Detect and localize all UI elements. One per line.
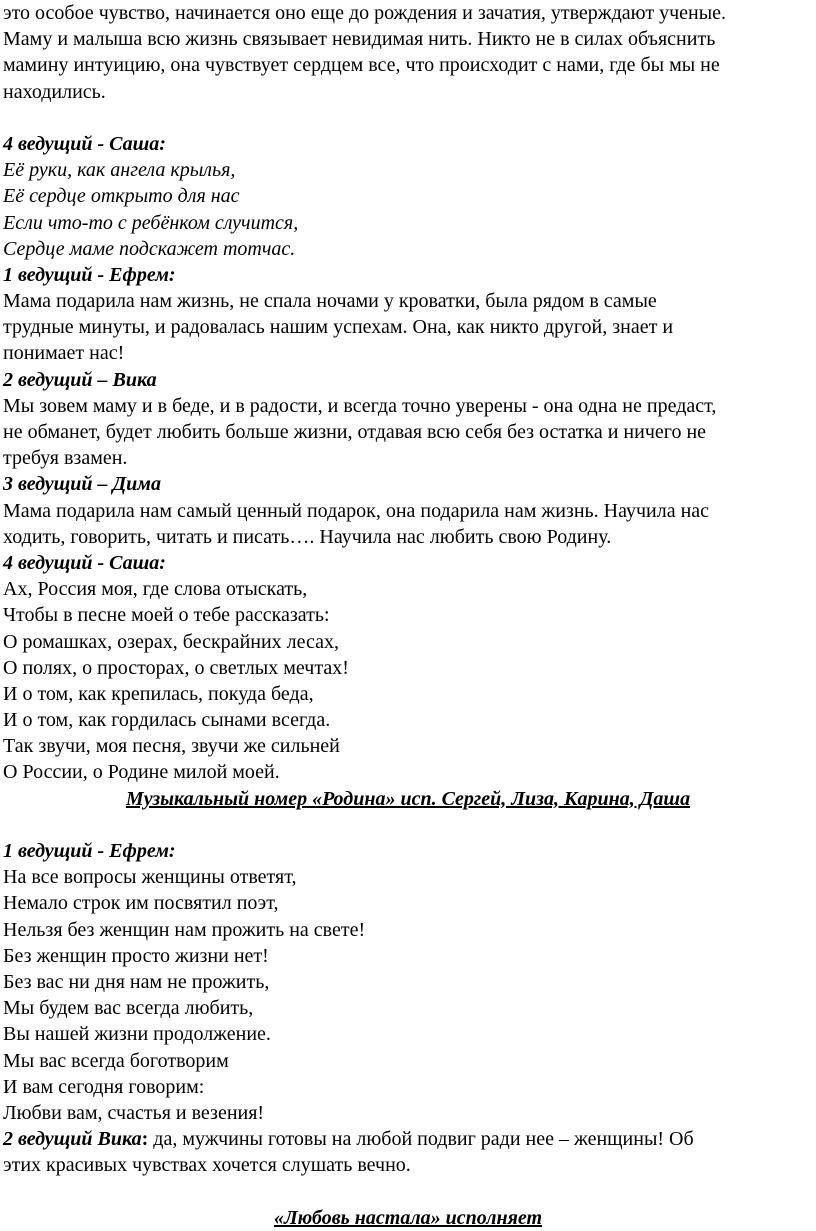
speaker-colon: : <box>141 1128 149 1151</box>
verse-line: И вам сегодня говорим: <box>3 1075 205 1098</box>
verse-line: Мы будем вас всегда любить, <box>3 997 254 1020</box>
text-line: требуя взамен. <box>3 447 128 470</box>
text-line: это особое чувство, начинается оно еще до рождения и зачатия, утверждают ученые. <box>3 2 727 24</box>
block-sasha-2 <box>3 550 813 786</box>
spacer <box>3 812 813 838</box>
verse-line: Любви вам, счастья и везения! <box>3 1101 265 1124</box>
text-line: Мы зовем маму и в беде, и в радости, и всегда точно уверены - она одна не предаст, <box>3 394 717 417</box>
block-sasha-1 <box>3 131 813 262</box>
verse-line: И о том, как крепилась, покуда беда, <box>3 682 314 705</box>
speaker-label: 3 ведущий – Дима <box>3 473 161 496</box>
text-line: ходить, говорить, читать и писать…. Научила нас любить свою Родину. <box>3 525 612 548</box>
text-line: понимает нас! <box>3 342 125 365</box>
document-page <box>3 0 813 1231</box>
spacer <box>3 105 813 131</box>
speaker-label: 4 ведущий - Саша: <box>3 132 166 155</box>
verse-line: Немало строк им посвятил поэт, <box>3 892 279 915</box>
verse-line: Её сердце открыто для нас <box>3 185 240 208</box>
verse-line: Так звучи, моя песня, звучи же сильней <box>3 735 340 758</box>
verse-line: Её руки, как ангела крылья, <box>3 159 236 182</box>
verse-line: Нельзя без женщин нам прожить на свете! <box>3 918 366 941</box>
verse-line: О ромашках, озерах, бескрайних лесах, <box>3 630 340 653</box>
speaker-label: 2 ведущий Вика <box>3 1128 142 1151</box>
verse-line: Без вас ни дня нам не прожить, <box>3 970 270 993</box>
block-vika-2 <box>3 1126 813 1178</box>
verse-line: Чтобы в песне моей о тебе рассказать: <box>3 604 330 627</box>
text-line: находились. <box>3 80 106 103</box>
block-efrem-1 <box>3 262 813 367</box>
verse-line: О полях, о просторах, о светлых мечтах! <box>3 656 349 679</box>
spacer <box>3 1178 813 1204</box>
inline-text: да, мужчины готовы на любой подвиг ради нее – женщины! Об <box>148 1128 694 1151</box>
verse-line: Без женщин просто жизни нет! <box>3 944 269 967</box>
text-line: Мама подарила нам самый ценный подарок, она подарила нам жизнь. Научила нас <box>3 499 710 522</box>
text-line: не обманет, будет любить больше жизни, отдавая всю себя без остатка и ничего не <box>3 421 707 443</box>
text-line: этих красивых чувствах хочется слушать вечно. <box>3 1154 411 1177</box>
music-number-title: «Любовь настала» исполняет <box>273 1206 543 1229</box>
text-line: Маму и малыша всю жизнь связывает невидимая нить. Никто не в силах объяснить <box>3 28 716 51</box>
verse-line: Мы вас всегда боготворим <box>3 1049 229 1072</box>
speaker-label: 2 ведущий – Вика <box>3 368 157 391</box>
text-line: Мама подарила нам жизнь, не спала ночами у кроватки, была рядом в самые <box>3 290 657 313</box>
text-line: мамину интуицию, она чувствует сердцем все, что происходит с нами, где бы мы не <box>3 54 720 77</box>
speaker-label: 1 ведущий - Ефрем: <box>3 840 176 862</box>
block-vika-1 <box>3 367 813 472</box>
speaker-label: 1 ведущий - Ефрем: <box>3 263 176 286</box>
text-line: трудные минуты, и радовалась нашим успехам. Она, как никто другой, знает и <box>3 316 674 339</box>
verse-line: Сердце маме подскажет тотчас. <box>3 237 296 260</box>
verse-line: Ах, Россия моя, где слова отыскать, <box>3 578 308 601</box>
verse-line: Вы нашей жизни продолжение. <box>3 1023 271 1046</box>
speaker-label: 4 ведущий - Саша: <box>3 551 166 574</box>
verse-line: О России, о Родине милой моей. <box>3 761 280 784</box>
verse-line: Если что-то с ребёнком случится, <box>3 211 299 234</box>
intro-paragraph <box>3 0 813 105</box>
block-dima-1 <box>3 471 813 550</box>
music-number-title: Музыкальный номер «Родина» исп. Сергей, Лиза, Карина, Даша <box>125 787 691 810</box>
text-line <box>3 1126 813 1152</box>
verse-line: И о том, как гордилась сынами всегда. <box>3 709 331 732</box>
block-efrem-2 <box>3 838 813 1126</box>
verse-line: На все вопросы женщины ответят, <box>3 866 297 889</box>
